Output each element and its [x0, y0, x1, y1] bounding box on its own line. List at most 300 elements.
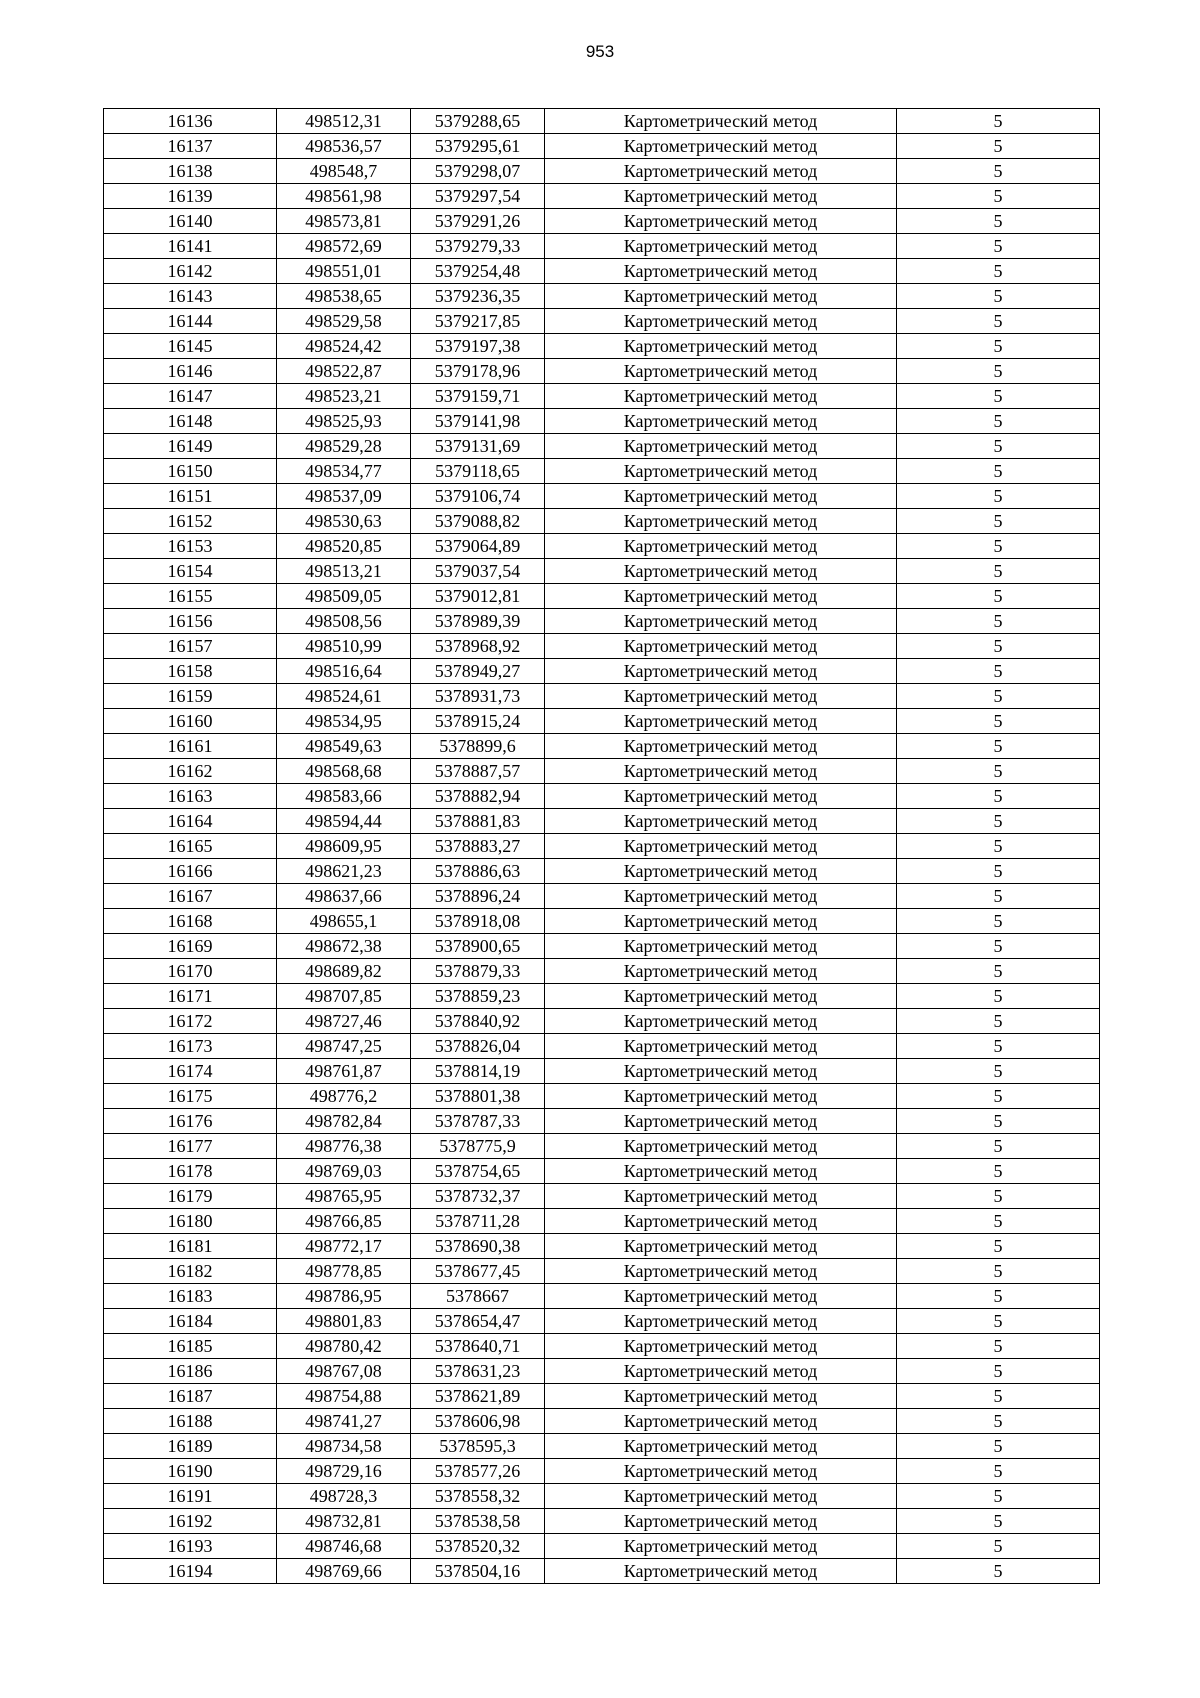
accuracy-cell: 5: [897, 1509, 1100, 1534]
y-coordinate-cell: 5379197,38: [411, 334, 545, 359]
point-number-cell: 16188: [104, 1409, 277, 1434]
y-coordinate-cell: 5378859,23: [411, 984, 545, 1009]
point-number-cell: 16166: [104, 859, 277, 884]
table-row: [104, 984, 1100, 1009]
method-cell: Картометрический метод: [545, 684, 897, 709]
accuracy-cell: 5: [897, 534, 1100, 559]
table-row: [104, 759, 1100, 784]
table-row: [104, 884, 1100, 909]
y-coordinate-cell: 5378595,3: [411, 1434, 545, 1459]
point-number-cell: 16183: [104, 1284, 277, 1309]
x-coordinate-cell: 498522,87: [277, 359, 411, 384]
method-cell: Картометрический метод: [545, 1059, 897, 1084]
y-coordinate-cell: 5379236,35: [411, 284, 545, 309]
x-coordinate-cell: 498594,44: [277, 809, 411, 834]
y-coordinate-cell: 5378538,58: [411, 1509, 545, 1534]
point-number-cell: 16175: [104, 1084, 277, 1109]
x-coordinate-cell: 498746,68: [277, 1534, 411, 1559]
point-number-cell: 16157: [104, 634, 277, 659]
table-row: [104, 159, 1100, 184]
accuracy-cell: 5: [897, 1309, 1100, 1334]
x-coordinate-cell: 498524,61: [277, 684, 411, 709]
y-coordinate-cell: 5378840,92: [411, 1009, 545, 1034]
y-coordinate-cell: 5379088,82: [411, 509, 545, 534]
x-coordinate-cell: 498516,64: [277, 659, 411, 684]
table-row: [104, 309, 1100, 334]
table-row: [104, 784, 1100, 809]
accuracy-cell: 5: [897, 1409, 1100, 1434]
y-coordinate-cell: 5379288,65: [411, 109, 545, 134]
x-coordinate-cell: 498732,81: [277, 1509, 411, 1534]
y-coordinate-cell: 5378896,24: [411, 884, 545, 909]
accuracy-cell: 5: [897, 559, 1100, 584]
table-row: [104, 234, 1100, 259]
accuracy-cell: 5: [897, 184, 1100, 209]
table-row: [104, 1559, 1100, 1584]
method-cell: Картометрический метод: [545, 1259, 897, 1284]
table-row: [104, 709, 1100, 734]
x-coordinate-cell: 498583,66: [277, 784, 411, 809]
y-coordinate-cell: 5378787,33: [411, 1109, 545, 1134]
accuracy-cell: 5: [897, 1034, 1100, 1059]
y-coordinate-cell: 5379295,61: [411, 134, 545, 159]
method-cell: Картометрический метод: [545, 1409, 897, 1434]
point-number-cell: 16154: [104, 559, 277, 584]
accuracy-cell: 5: [897, 584, 1100, 609]
accuracy-cell: 5: [897, 509, 1100, 534]
accuracy-cell: 5: [897, 1234, 1100, 1259]
x-coordinate-cell: 498529,28: [277, 434, 411, 459]
method-cell: Картометрический метод: [545, 209, 897, 234]
point-number-cell: 16174: [104, 1059, 277, 1084]
point-number-cell: 16160: [104, 709, 277, 734]
y-coordinate-cell: 5379254,48: [411, 259, 545, 284]
point-number-cell: 16153: [104, 534, 277, 559]
x-coordinate-cell: 498761,87: [277, 1059, 411, 1084]
table-row: [104, 334, 1100, 359]
x-coordinate-cell: 498782,84: [277, 1109, 411, 1134]
x-coordinate-cell: 498525,93: [277, 409, 411, 434]
page-number: 953: [585, 42, 615, 61]
accuracy-cell: 5: [897, 1384, 1100, 1409]
y-coordinate-cell: 5379297,54: [411, 184, 545, 209]
table-row: [104, 1059, 1100, 1084]
table-row: [104, 1459, 1100, 1484]
y-coordinate-cell: 5378899,6: [411, 734, 545, 759]
table-row: [104, 1359, 1100, 1384]
table-row: [104, 609, 1100, 634]
accuracy-cell: 5: [897, 609, 1100, 634]
accuracy-cell: 5: [897, 734, 1100, 759]
table-row: [104, 959, 1100, 984]
table-row: [104, 284, 1100, 309]
accuracy-cell: 5: [897, 1209, 1100, 1234]
point-number-cell: 16170: [104, 959, 277, 984]
y-coordinate-cell: 5378931,73: [411, 684, 545, 709]
x-coordinate-cell: 498536,57: [277, 134, 411, 159]
table-row: [104, 909, 1100, 934]
table-row: [104, 809, 1100, 834]
accuracy-cell: 5: [897, 259, 1100, 284]
table-row: [104, 1434, 1100, 1459]
accuracy-cell: 5: [897, 984, 1100, 1009]
accuracy-cell: 5: [897, 934, 1100, 959]
method-cell: Картометрический метод: [545, 1084, 897, 1109]
method-cell: Картометрический метод: [545, 1384, 897, 1409]
table-row: [104, 184, 1100, 209]
point-number-cell: 16162: [104, 759, 277, 784]
y-coordinate-cell: 5378520,32: [411, 1534, 545, 1559]
method-cell: Картометрический метод: [545, 809, 897, 834]
x-coordinate-cell: 498689,82: [277, 959, 411, 984]
method-cell: Картометрический метод: [545, 909, 897, 934]
point-number-cell: 16163: [104, 784, 277, 809]
y-coordinate-cell: 5378504,16: [411, 1559, 545, 1584]
y-coordinate-cell: 5378711,28: [411, 1209, 545, 1234]
y-coordinate-cell: 5378968,92: [411, 634, 545, 659]
table-row: [104, 434, 1100, 459]
accuracy-cell: 5: [897, 659, 1100, 684]
accuracy-cell: 5: [897, 359, 1100, 384]
y-coordinate-cell: 5378949,27: [411, 659, 545, 684]
y-coordinate-cell: 5378606,98: [411, 1409, 545, 1434]
point-number-cell: 16187: [104, 1384, 277, 1409]
x-coordinate-cell: 498767,08: [277, 1359, 411, 1384]
point-number-cell: 16142: [104, 259, 277, 284]
point-number-cell: 16172: [104, 1009, 277, 1034]
x-coordinate-cell: 498776,2: [277, 1084, 411, 1109]
y-coordinate-cell: 5379037,54: [411, 559, 545, 584]
y-coordinate-cell: 5378989,39: [411, 609, 545, 634]
accuracy-cell: 5: [897, 1109, 1100, 1134]
x-coordinate-cell: 498513,21: [277, 559, 411, 584]
point-number-cell: 16169: [104, 934, 277, 959]
method-cell: Картометрический метод: [545, 834, 897, 859]
y-coordinate-cell: 5379064,89: [411, 534, 545, 559]
point-number-cell: 16136: [104, 109, 277, 134]
y-coordinate-cell: 5378640,71: [411, 1334, 545, 1359]
x-coordinate-cell: 498548,7: [277, 159, 411, 184]
table-row: [104, 934, 1100, 959]
x-coordinate-cell: 498765,95: [277, 1184, 411, 1209]
table-row: [104, 1109, 1100, 1134]
method-cell: Картометрический метод: [545, 1034, 897, 1059]
accuracy-cell: 5: [897, 1059, 1100, 1084]
method-cell: Картометрический метод: [545, 1534, 897, 1559]
y-coordinate-cell: 5379012,81: [411, 584, 545, 609]
point-number-cell: 16161: [104, 734, 277, 759]
y-coordinate-cell: 5378886,63: [411, 859, 545, 884]
y-coordinate-cell: 5378826,04: [411, 1034, 545, 1059]
table-row: [104, 634, 1100, 659]
method-cell: Картометрический метод: [545, 484, 897, 509]
accuracy-cell: 5: [897, 334, 1100, 359]
accuracy-cell: 5: [897, 1184, 1100, 1209]
table-row: [104, 1234, 1100, 1259]
y-coordinate-cell: 5378558,32: [411, 1484, 545, 1509]
point-number-cell: 16186: [104, 1359, 277, 1384]
y-coordinate-cell: 5379106,74: [411, 484, 545, 509]
x-coordinate-cell: 498769,03: [277, 1159, 411, 1184]
point-number-cell: 16159: [104, 684, 277, 709]
x-coordinate-cell: 498621,23: [277, 859, 411, 884]
accuracy-cell: 5: [897, 1334, 1100, 1359]
y-coordinate-cell: 5378754,65: [411, 1159, 545, 1184]
accuracy-cell: 5: [897, 1434, 1100, 1459]
point-number-cell: 16192: [104, 1509, 277, 1534]
accuracy-cell: 5: [897, 1359, 1100, 1384]
y-coordinate-cell: 5378915,24: [411, 709, 545, 734]
y-coordinate-cell: 5378690,38: [411, 1234, 545, 1259]
point-number-cell: 16191: [104, 1484, 277, 1509]
x-coordinate-cell: 498509,05: [277, 584, 411, 609]
y-coordinate-cell: 5378677,45: [411, 1259, 545, 1284]
x-coordinate-cell: 498534,95: [277, 709, 411, 734]
table-row: [104, 1034, 1100, 1059]
accuracy-cell: 5: [897, 1559, 1100, 1584]
y-coordinate-cell: 5379159,71: [411, 384, 545, 409]
y-coordinate-cell: 5378732,37: [411, 1184, 545, 1209]
accuracy-cell: 5: [897, 1534, 1100, 1559]
x-coordinate-cell: 498769,66: [277, 1559, 411, 1584]
point-number-cell: 16150: [104, 459, 277, 484]
table-row: [104, 1484, 1100, 1509]
table-row: [104, 1309, 1100, 1334]
y-coordinate-cell: 5379178,96: [411, 359, 545, 384]
coordinates-table-body: [104, 109, 1100, 1584]
method-cell: Картометрический метод: [545, 759, 897, 784]
y-coordinate-cell: 5379217,85: [411, 309, 545, 334]
y-coordinate-cell: 5379279,33: [411, 234, 545, 259]
x-coordinate-cell: 498786,95: [277, 1284, 411, 1309]
method-cell: Картометрический метод: [545, 309, 897, 334]
point-number-cell: 16140: [104, 209, 277, 234]
accuracy-cell: 5: [897, 484, 1100, 509]
x-coordinate-cell: 498776,38: [277, 1134, 411, 1159]
method-cell: Картометрический метод: [545, 384, 897, 409]
y-coordinate-cell: 5379298,07: [411, 159, 545, 184]
point-number-cell: 16176: [104, 1109, 277, 1134]
method-cell: Картометрический метод: [545, 934, 897, 959]
table-row: [104, 1159, 1100, 1184]
x-coordinate-cell: 498766,85: [277, 1209, 411, 1234]
accuracy-cell: 5: [897, 684, 1100, 709]
table-row: [104, 859, 1100, 884]
table-row: [104, 484, 1100, 509]
method-cell: Картометрический метод: [545, 1234, 897, 1259]
method-cell: Картометрический метод: [545, 284, 897, 309]
point-number-cell: 16180: [104, 1209, 277, 1234]
method-cell: Картометрический метод: [545, 1009, 897, 1034]
point-number-cell: 16156: [104, 609, 277, 634]
accuracy-cell: 5: [897, 759, 1100, 784]
y-coordinate-cell: 5378918,08: [411, 909, 545, 934]
point-number-cell: 16151: [104, 484, 277, 509]
method-cell: Картометрический метод: [545, 409, 897, 434]
y-coordinate-cell: 5378654,47: [411, 1309, 545, 1334]
point-number-cell: 16165: [104, 834, 277, 859]
method-cell: Картометрический метод: [545, 184, 897, 209]
method-cell: Картометрический метод: [545, 1334, 897, 1359]
point-number-cell: 16179: [104, 1184, 277, 1209]
table-row: [104, 1509, 1100, 1534]
accuracy-cell: 5: [897, 634, 1100, 659]
point-number-cell: 16184: [104, 1309, 277, 1334]
table-row: [104, 109, 1100, 134]
point-number-cell: 16146: [104, 359, 277, 384]
method-cell: Картометрический метод: [545, 534, 897, 559]
method-cell: Картометрический метод: [545, 634, 897, 659]
y-coordinate-cell: 5379118,65: [411, 459, 545, 484]
point-number-cell: 16155: [104, 584, 277, 609]
table-row: [104, 459, 1100, 484]
accuracy-cell: 5: [897, 384, 1100, 409]
table-row: [104, 1259, 1100, 1284]
x-coordinate-cell: 498510,99: [277, 634, 411, 659]
method-cell: Картометрический метод: [545, 734, 897, 759]
table-row: [104, 1209, 1100, 1234]
table-row: [104, 1184, 1100, 1209]
point-number-cell: 16149: [104, 434, 277, 459]
method-cell: Картометрический метод: [545, 1159, 897, 1184]
x-coordinate-cell: 498568,68: [277, 759, 411, 784]
accuracy-cell: 5: [897, 1284, 1100, 1309]
table-row: [104, 1384, 1100, 1409]
table-row: [104, 1534, 1100, 1559]
x-coordinate-cell: 498707,85: [277, 984, 411, 1009]
table-row: [104, 734, 1100, 759]
x-coordinate-cell: 498537,09: [277, 484, 411, 509]
point-number-cell: 16141: [104, 234, 277, 259]
table-row: [104, 534, 1100, 559]
x-coordinate-cell: 498538,65: [277, 284, 411, 309]
coordinates-table: [103, 108, 1100, 1584]
accuracy-cell: 5: [897, 1459, 1100, 1484]
method-cell: Картометрический метод: [545, 959, 897, 984]
y-coordinate-cell: 5378667: [411, 1284, 545, 1309]
accuracy-cell: 5: [897, 1259, 1100, 1284]
method-cell: Картометрический метод: [545, 109, 897, 134]
table-row: [104, 1084, 1100, 1109]
accuracy-cell: 5: [897, 409, 1100, 434]
method-cell: Картометрический метод: [545, 1509, 897, 1534]
table-row: [104, 1409, 1100, 1434]
point-number-cell: 16137: [104, 134, 277, 159]
accuracy-cell: 5: [897, 159, 1100, 184]
table-row: [104, 259, 1100, 284]
accuracy-cell: 5: [897, 834, 1100, 859]
accuracy-cell: 5: [897, 284, 1100, 309]
accuracy-cell: 5: [897, 909, 1100, 934]
y-coordinate-cell: 5378883,27: [411, 834, 545, 859]
point-number-cell: 16147: [104, 384, 277, 409]
point-number-cell: 16158: [104, 659, 277, 684]
accuracy-cell: 5: [897, 784, 1100, 809]
accuracy-cell: 5: [897, 1484, 1100, 1509]
x-coordinate-cell: 498729,16: [277, 1459, 411, 1484]
x-coordinate-cell: 498549,63: [277, 734, 411, 759]
accuracy-cell: 5: [897, 959, 1100, 984]
method-cell: Картометрический метод: [545, 359, 897, 384]
point-number-cell: 16177: [104, 1134, 277, 1159]
accuracy-cell: 5: [897, 134, 1100, 159]
method-cell: Картометрический метод: [545, 1459, 897, 1484]
point-number-cell: 16181: [104, 1234, 277, 1259]
method-cell: Картометрический метод: [545, 509, 897, 534]
method-cell: Картометрический метод: [545, 159, 897, 184]
point-number-cell: 16164: [104, 809, 277, 834]
method-cell: Картометрический метод: [545, 334, 897, 359]
x-coordinate-cell: 498523,21: [277, 384, 411, 409]
accuracy-cell: 5: [897, 1159, 1100, 1184]
method-cell: Картометрический метод: [545, 1484, 897, 1509]
accuracy-cell: 5: [897, 459, 1100, 484]
y-coordinate-cell: 5379141,98: [411, 409, 545, 434]
table-row: [104, 659, 1100, 684]
accuracy-cell: 5: [897, 234, 1100, 259]
y-coordinate-cell: 5378882,94: [411, 784, 545, 809]
y-coordinate-cell: 5379291,26: [411, 209, 545, 234]
method-cell: Картометрический метод: [545, 609, 897, 634]
x-coordinate-cell: 498637,66: [277, 884, 411, 909]
table-row: [104, 1334, 1100, 1359]
method-cell: Картометрический метод: [545, 1209, 897, 1234]
method-cell: Картометрический метод: [545, 434, 897, 459]
method-cell: Картометрический метод: [545, 1309, 897, 1334]
table-row: [104, 584, 1100, 609]
point-number-cell: 16193: [104, 1534, 277, 1559]
accuracy-cell: 5: [897, 709, 1100, 734]
accuracy-cell: 5: [897, 859, 1100, 884]
y-coordinate-cell: 5378577,26: [411, 1459, 545, 1484]
method-cell: Картометрический метод: [545, 459, 897, 484]
table-row: [104, 559, 1100, 584]
method-cell: Картометрический метод: [545, 559, 897, 584]
point-number-cell: 16185: [104, 1334, 277, 1359]
method-cell: Картометрический метод: [545, 259, 897, 284]
point-number-cell: 16152: [104, 509, 277, 534]
x-coordinate-cell: 498512,31: [277, 109, 411, 134]
method-cell: Картометрический метод: [545, 884, 897, 909]
accuracy-cell: 5: [897, 809, 1100, 834]
x-coordinate-cell: 498778,85: [277, 1259, 411, 1284]
accuracy-cell: 5: [897, 1084, 1100, 1109]
x-coordinate-cell: 498655,1: [277, 909, 411, 934]
point-number-cell: 16144: [104, 309, 277, 334]
x-coordinate-cell: 498508,56: [277, 609, 411, 634]
method-cell: Картометрический метод: [545, 709, 897, 734]
accuracy-cell: 5: [897, 884, 1100, 909]
method-cell: Картометрический метод: [545, 1359, 897, 1384]
point-number-cell: 16171: [104, 984, 277, 1009]
accuracy-cell: 5: [897, 434, 1100, 459]
accuracy-cell: 5: [897, 309, 1100, 334]
method-cell: Картометрический метод: [545, 1184, 897, 1209]
table-row: [104, 359, 1100, 384]
x-coordinate-cell: 498520,85: [277, 534, 411, 559]
table-row: [104, 1009, 1100, 1034]
point-number-cell: 16190: [104, 1459, 277, 1484]
y-coordinate-cell: 5378879,33: [411, 959, 545, 984]
x-coordinate-cell: 498561,98: [277, 184, 411, 209]
y-coordinate-cell: 5378631,23: [411, 1359, 545, 1384]
method-cell: Картометрический метод: [545, 234, 897, 259]
method-cell: Картометрический метод: [545, 1559, 897, 1584]
y-coordinate-cell: 5378621,89: [411, 1384, 545, 1409]
x-coordinate-cell: 498801,83: [277, 1309, 411, 1334]
y-coordinate-cell: 5378887,57: [411, 759, 545, 784]
point-number-cell: 16167: [104, 884, 277, 909]
